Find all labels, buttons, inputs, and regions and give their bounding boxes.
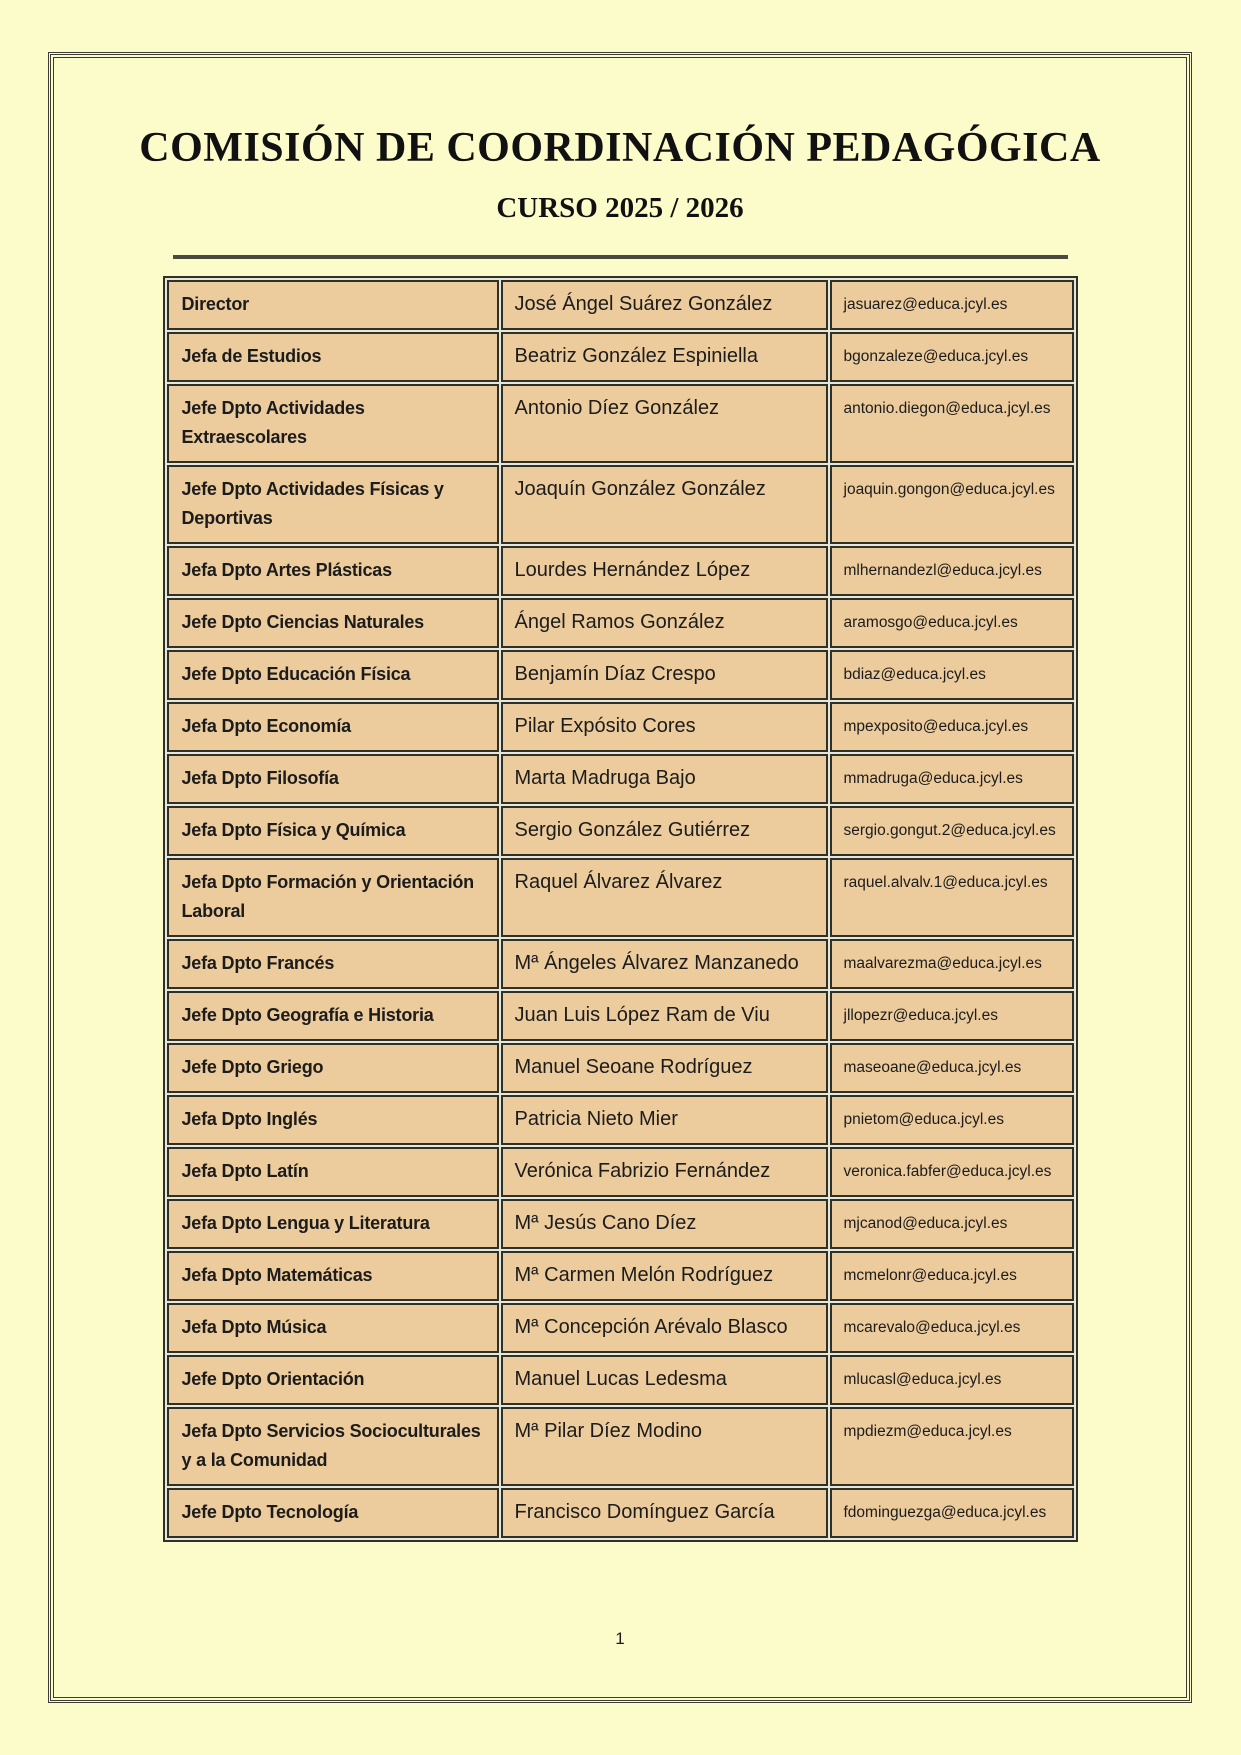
email-cell: mcmelonr@educa.jcyl.es [830,1251,1074,1301]
role-cell: Jefa Dpto Formación y Orientación Laboral [167,858,499,937]
document-title: COMISIÓN DE COORDINACIÓN PEDAGÓGICA [139,125,1101,171]
email-cell: sergio.gongut.2@educa.jcyl.es [830,806,1074,856]
name-cell: Verónica Fabrizio Fernández [501,1147,828,1197]
table-row [167,991,1074,1041]
role-cell: Jefa Dpto Lengua y Literatura [167,1199,499,1249]
page-border-frame [48,52,1192,1703]
email-cell: bgonzaleze@educa.jcyl.es [830,332,1074,382]
name-cell: Mª Jesús Cano Díez [501,1199,828,1249]
role-cell: Jefa Dpto Física y Química [167,806,499,856]
email-cell: fdominguezga@educa.jcyl.es [830,1488,1074,1538]
table-row [167,1488,1074,1538]
staff-table-body [167,280,1074,1538]
name-cell: Sergio González Gutiérrez [501,806,828,856]
email-cell: antonio.diegon@educa.jcyl.es [830,384,1074,463]
table-row [167,280,1074,330]
role-cell: Jefe Dpto Actividades Físicas y Deportivas [167,465,499,544]
email-cell: maseoane@educa.jcyl.es [830,1043,1074,1093]
email-cell: jllopezr@educa.jcyl.es [830,991,1074,1041]
name-cell: Beatriz González Espiniella [501,332,828,382]
email-cell: pnietom@educa.jcyl.es [830,1095,1074,1145]
email-cell: mpexposito@educa.jcyl.es [830,702,1074,752]
name-cell: Raquel Álvarez Álvarez [501,858,828,937]
table-row [167,1095,1074,1145]
name-cell: Manuel Seoane Rodríguez [501,1043,828,1093]
email-cell: veronica.fabfer@educa.jcyl.es [830,1147,1074,1197]
email-cell: bdiaz@educa.jcyl.es [830,650,1074,700]
name-cell: Juan Luis López Ram de Viu [501,991,828,1041]
name-cell: Mª Concepción Arévalo Blasco [501,1303,828,1353]
table-row [167,1407,1074,1486]
email-cell: mcarevalo@educa.jcyl.es [830,1303,1074,1353]
email-cell: mjcanod@educa.jcyl.es [830,1199,1074,1249]
table-row [167,939,1074,989]
name-cell: Mª Ángeles Álvarez Manzanedo [501,939,828,989]
role-cell: Jefe Dpto Actividades Extraescolares [167,384,499,463]
table-row [167,858,1074,937]
table-row [167,1251,1074,1301]
table-row [167,702,1074,752]
email-cell: mlucasl@educa.jcyl.es [830,1355,1074,1405]
table-row [167,806,1074,856]
role-cell: Jefa Dpto Latín [167,1147,499,1197]
name-cell: Ángel Ramos González [501,598,828,648]
page-content-area [53,57,1187,1698]
email-cell: mmadruga@educa.jcyl.es [830,754,1074,804]
role-cell: Jefa Dpto Inglés [167,1095,499,1145]
role-cell: Jefe Dpto Griego [167,1043,499,1093]
table-row [167,1147,1074,1197]
course-subtitle: CURSO 2025 / 2026 [496,192,744,224]
table-row [167,598,1074,648]
email-cell: mpdiezm@educa.jcyl.es [830,1407,1074,1486]
name-cell: Patricia Nieto Mier [501,1095,828,1145]
table-row [167,1043,1074,1093]
page-border-frame-mid [50,54,1190,1701]
email-cell: aramosgo@educa.jcyl.es [830,598,1074,648]
staff-table [163,276,1078,1542]
name-cell: Mª Pilar Díez Modino [501,1407,828,1486]
role-cell: Jefe Dpto Orientación [167,1355,499,1405]
email-cell: joaquin.gongon@educa.jcyl.es [830,465,1074,544]
name-cell: Marta Madruga Bajo [501,754,828,804]
role-cell: Jefe Dpto Ciencias Naturales [167,598,499,648]
table-row [167,1355,1074,1405]
role-cell: Jefe Dpto Tecnología [167,1488,499,1538]
name-cell: Francisco Domínguez García [501,1488,828,1538]
role-cell: Jefa Dpto Economía [167,702,499,752]
name-cell: Joaquín González González [501,465,828,544]
table-row [167,650,1074,700]
role-cell: Jefe Dpto Geografía e Historia [167,991,499,1041]
name-cell: Manuel Lucas Ledesma [501,1355,828,1405]
email-cell: raquel.alvalv.1@educa.jcyl.es [830,858,1074,937]
table-row [167,384,1074,463]
role-cell: Jefa de Estudios [167,332,499,382]
page-number: 1 [615,1629,625,1648]
name-cell: José Ángel Suárez González [501,280,828,330]
name-cell: Benjamín Díaz Crespo [501,650,828,700]
name-cell: Antonio Díez González [501,384,828,463]
table-row [167,465,1074,544]
title-divider-rule [173,255,1068,259]
table-row [167,546,1074,596]
role-cell: Jefa Dpto Servicios Socioculturales y a la Comunidad [167,1407,499,1486]
table-row [167,754,1074,804]
table-row [167,1303,1074,1353]
role-cell: Jefa Dpto Francés [167,939,499,989]
table-row [167,332,1074,382]
name-cell: Mª Carmen Melón Rodríguez [501,1251,828,1301]
role-cell: Jefe Dpto Educación Física [167,650,499,700]
email-cell: jasuarez@educa.jcyl.es [830,280,1074,330]
table-row [167,1199,1074,1249]
role-cell: Director [167,280,499,330]
name-cell: Pilar Expósito Cores [501,702,828,752]
role-cell: Jefa Dpto Matemáticas [167,1251,499,1301]
email-cell: mlhernandezl@educa.jcyl.es [830,546,1074,596]
role-cell: Jefa Dpto Artes Plásticas [167,546,499,596]
name-cell: Lourdes Hernández López [501,546,828,596]
role-cell: Jefa Dpto Música [167,1303,499,1353]
role-cell: Jefa Dpto Filosofía [167,754,499,804]
email-cell: maalvarezma@educa.jcyl.es [830,939,1074,989]
